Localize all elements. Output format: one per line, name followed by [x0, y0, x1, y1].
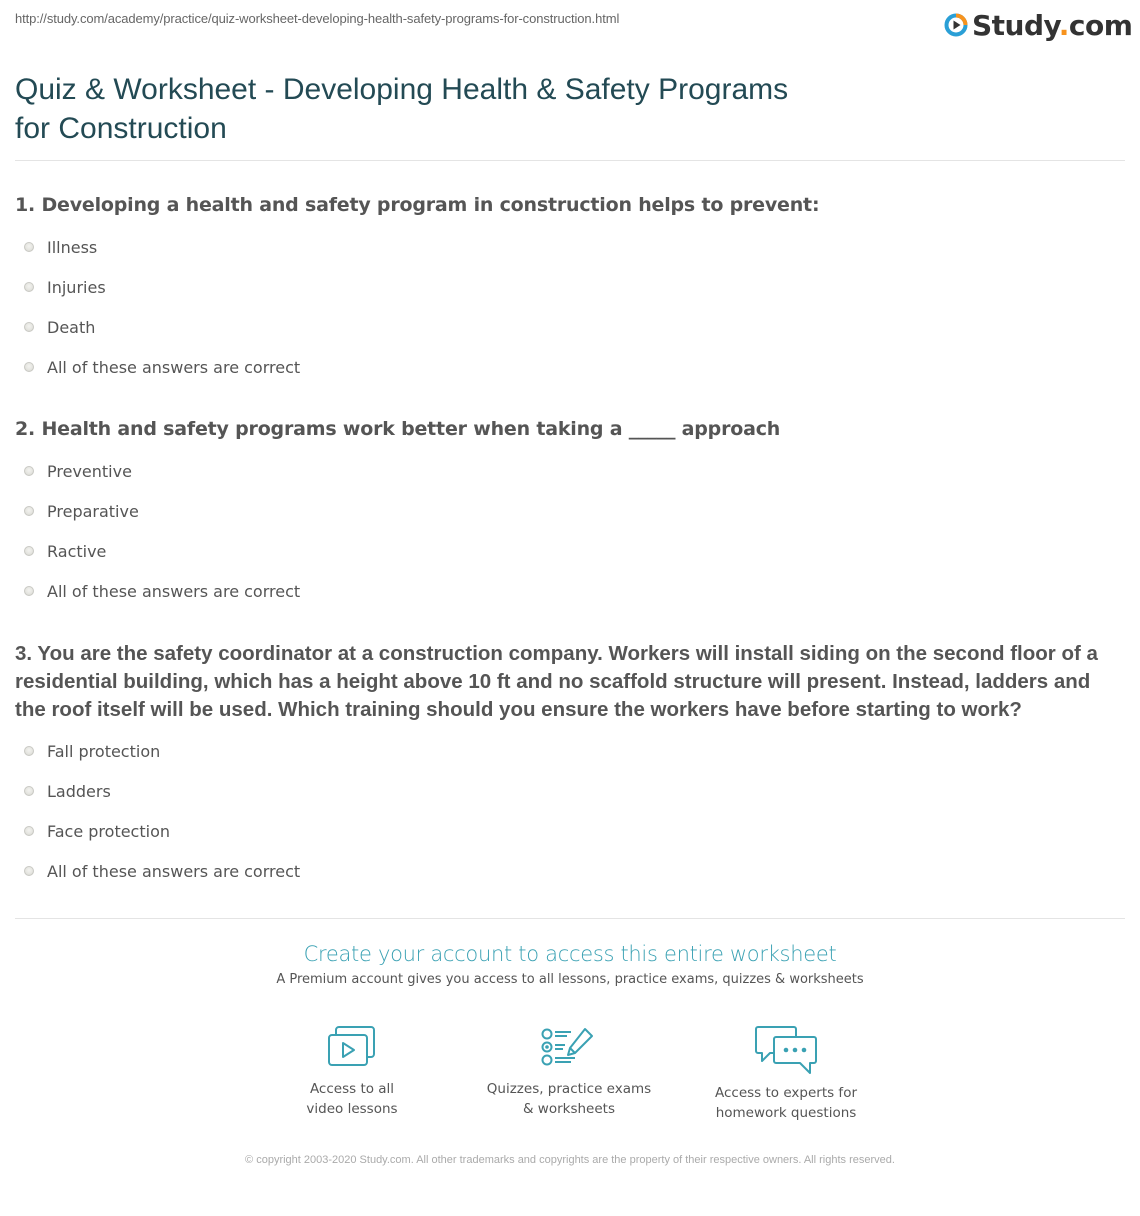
page-title: Quiz & Worksheet - Developing Health & Safety Programs for Construction — [15, 73, 789, 145]
cta-subtitle: A Premium account gives you access to all lessons, practice exams, quizzes & worksheets — [276, 972, 864, 987]
radio-button[interactable] — [24, 506, 34, 516]
radio-button[interactable] — [24, 786, 34, 796]
feature-experts — [686, 1025, 886, 1123]
answer-option[interactable]: Injuries — [15, 267, 1125, 307]
video-lessons-icon — [326, 1025, 378, 1071]
study-logo[interactable] — [944, 8, 1132, 42]
answer-option[interactable]: Preparative — [15, 491, 1125, 531]
quiz-checklist-icon — [541, 1025, 597, 1071]
answer-option[interactable]: Preventive — [15, 451, 1125, 491]
radio-button[interactable] — [24, 466, 34, 476]
feature-label: Quizzes, practice exams & worksheets — [486, 1081, 652, 1117]
radio-button[interactable] — [24, 242, 34, 252]
divider — [15, 160, 1125, 161]
question-text: 2. Health and safety programs work better when taking a _____ approach — [15, 418, 781, 440]
feature-video-lessons — [252, 1025, 452, 1119]
chat-bubbles-icon — [754, 1025, 818, 1075]
answer-option[interactable]: Ladders — [15, 771, 1125, 811]
answer-option[interactable]: Fall protection — [15, 731, 1125, 771]
logo-text: Study.com — [972, 8, 1133, 42]
answer-option[interactable]: Face protection — [15, 811, 1125, 851]
feature-label: Access to experts for homework questions — [714, 1085, 857, 1121]
question-text: 3. You are the safety coordinator at a construction company. Workers will install siding on the second floor of a residential building, which has a height above 10 ft and no scaffold structure will present. Instead, ladders and the roof itself will be used. Which training should you ensure the workers have before starting to work? — [15, 642, 1098, 721]
radio-button[interactable] — [24, 866, 34, 876]
radio-button[interactable] — [24, 362, 34, 372]
answer-option[interactable]: All of these answers are correct — [15, 571, 1125, 611]
radio-button[interactable] — [24, 586, 34, 596]
feature-label: Access to all video lessons — [306, 1081, 398, 1117]
answer-option[interactable]: Ractive — [15, 531, 1125, 571]
question-3 — [15, 640, 1125, 891]
feature-quizzes — [469, 1025, 669, 1119]
answer-option[interactable]: All of these answers are correct — [15, 851, 1125, 891]
radio-button[interactable] — [24, 322, 34, 332]
signup-cta — [0, 942, 1140, 987]
radio-button[interactable] — [24, 746, 34, 756]
question-1 — [15, 191, 1125, 387]
divider — [15, 918, 1125, 919]
question-2 — [15, 415, 1125, 611]
radio-button[interactable] — [24, 546, 34, 556]
question-text: 1. Developing a health and safety program in construction helps to prevent: — [15, 194, 820, 216]
radio-button[interactable] — [24, 282, 34, 292]
page-url: http://study.com/academy/practice/quiz-worksheet-developing-health-safety-programs-for-construction.html — [15, 11, 620, 26]
answer-option[interactable]: Death — [15, 307, 1125, 347]
copyright-footer: © copyright 2003-2020 Study.com. All other trademarks and copyrights are the property of their respective owners. All rights reserved. — [245, 1154, 895, 1166]
play-logo-icon — [944, 13, 968, 37]
answer-list — [15, 451, 1125, 611]
answer-list — [15, 227, 1125, 387]
cta-title-link[interactable]: Create your account to access this entire worksheet — [303, 942, 837, 966]
answer-option[interactable]: Illness — [15, 227, 1125, 267]
radio-button[interactable] — [24, 826, 34, 836]
answer-list — [15, 731, 1125, 891]
answer-option[interactable]: All of these answers are correct — [15, 347, 1125, 387]
